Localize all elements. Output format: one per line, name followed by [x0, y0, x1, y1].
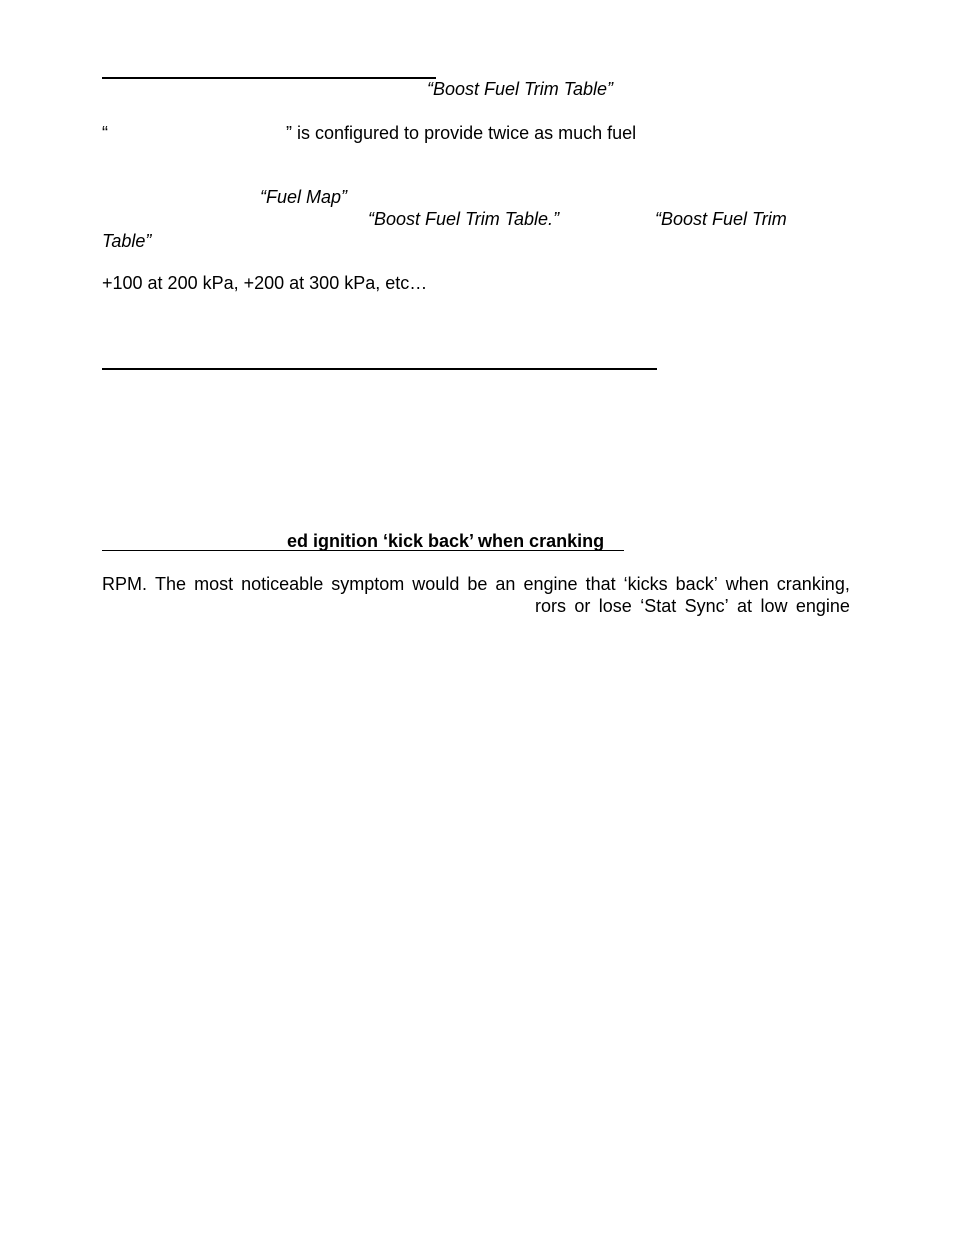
section1-heading-fragment: “Boost Fuel Trim Table”	[427, 79, 614, 99]
word: noticeable	[241, 574, 324, 594]
word: an	[495, 574, 516, 594]
configured-text: ” is configured to provide twice as much fuel	[286, 123, 637, 143]
word: back’	[675, 574, 718, 594]
word: RPM.	[102, 574, 147, 594]
boost-table-ref-2: “Boost Fuel Trim	[655, 209, 787, 229]
word: low	[760, 596, 788, 616]
word: lose	[598, 596, 632, 616]
word: cranking,	[776, 574, 850, 594]
word: symptom	[331, 574, 405, 594]
section1-heading-underline	[102, 77, 436, 79]
word: be	[467, 574, 488, 594]
word: ‘kicks	[623, 574, 668, 594]
word: that	[585, 574, 616, 594]
word: engine	[523, 574, 578, 594]
word: when	[725, 574, 769, 594]
section3-heading-underline	[102, 550, 624, 551]
word: Sync’	[684, 596, 729, 616]
word: rors	[535, 596, 566, 616]
values-line: +100 at 200 kPa, +200 at 300 kPa, etc…	[102, 273, 428, 293]
word: The	[155, 574, 187, 594]
fuel-map-ref: “Fuel Map”	[260, 187, 348, 207]
word: or	[574, 596, 591, 616]
word: engine	[795, 596, 850, 616]
boost-table-ref-1: “Boost Fuel Trim Table.”	[368, 209, 560, 229]
symptom-line-1	[102, 573, 850, 595]
open-quote: “	[102, 123, 108, 143]
section2-heading-underline	[102, 368, 657, 370]
word: would	[412, 574, 460, 594]
boost-table-ref-2-cont: Table”	[102, 231, 152, 251]
word: ‘Stat	[640, 596, 677, 616]
symptom-line-2	[535, 595, 850, 617]
word: most	[194, 574, 234, 594]
word: at	[737, 596, 753, 616]
section3-heading: ed ignition ‘kick back’ when cranking	[287, 531, 605, 551]
